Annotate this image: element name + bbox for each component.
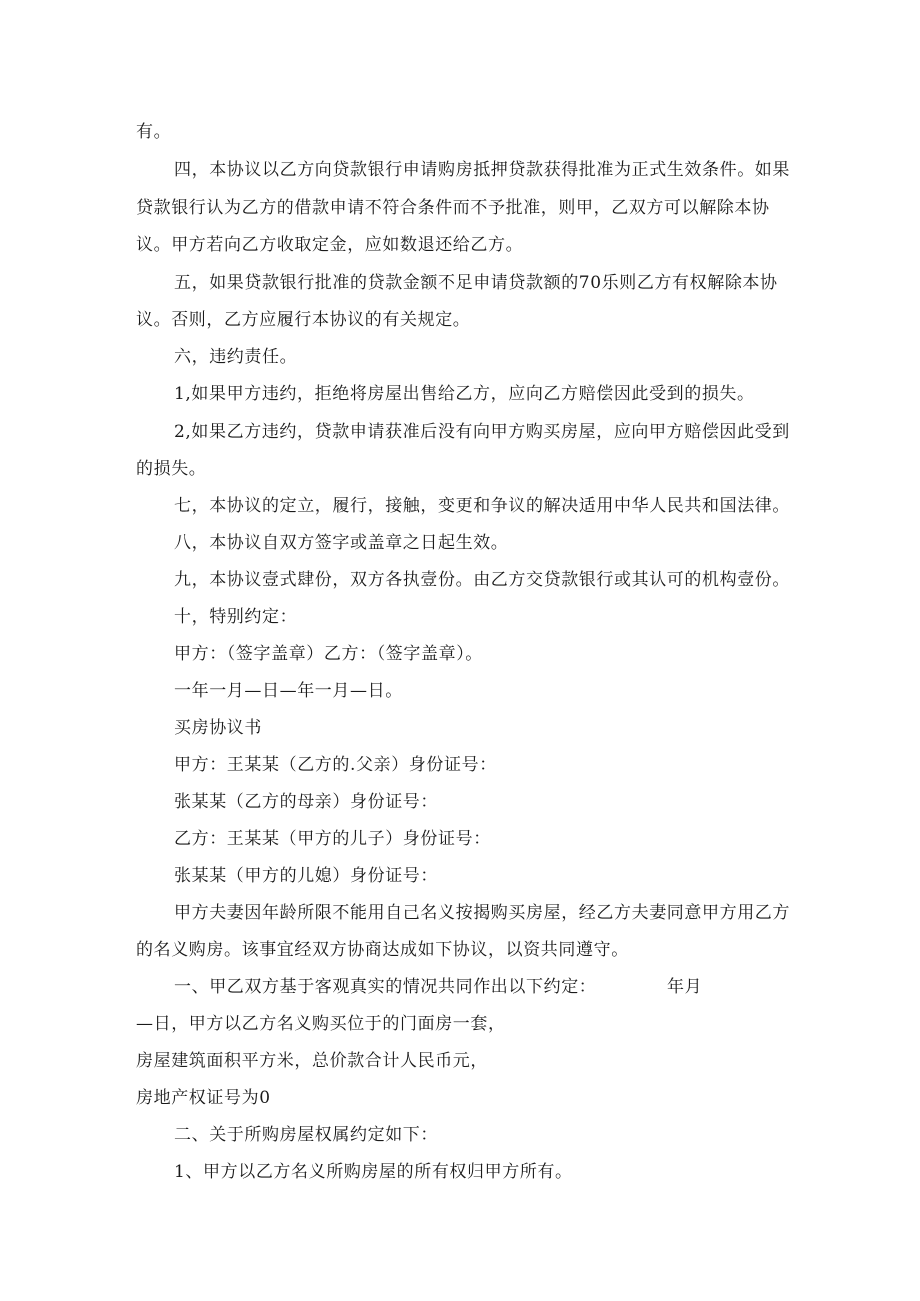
text-line: 议。否则，乙方应履行本协议的有关规定。 [136,310,471,330]
party-line: 乙方：王某某（甲方的儿子）身份证号： [174,829,491,849]
party-line: 张某某（乙方的母亲）身份证号： [174,792,438,812]
section-heading: 六，违约责任。 [174,347,298,367]
party-line: 甲方：王某某（乙方的.父亲）身份证号： [174,755,497,775]
text-line: 五，如果贷款银行批准的贷款金额不足申请贷款额的70乐则乙方有权解除本协 [174,273,778,293]
text-line: 贷款银行认为乙方的借款申请不符合条件而不予批准，则甲，乙双方可以解除本协 [136,198,770,218]
text-line: 七，本协议的定立，履行，接触，变更和争议的解决适用中华人民共和国法律。 [174,496,790,516]
text-line: 九，本协议壹式肆份，双方各执壹份。由乙方交贷款银行或其认可的机构壹份。 [174,570,790,590]
text-line: 一、甲乙双方基于客观真实的情况共同作出以下约定： [174,977,597,997]
text-line: 四，本协议以乙方向贷款银行申请购房抵押贷款获得批准为正式生效条件。如果 [174,160,790,180]
text-line: 的损失。 [136,459,207,479]
text-line: 1,如果甲方违约，拒绝将房屋出售给乙方，应向乙方赔偿因此受到的损失。 [174,384,755,404]
text-line: 房地产权证号为0 [136,1088,271,1108]
text-line: 十，特别约定： [174,607,298,627]
text-line: 八，本协议自双方签字或盖章之日起生效。 [174,533,509,553]
document-title: 买房协议书 [174,718,262,738]
text-line: 的名义购房。该事宜经双方协商达成如下协议，以资共同遵守。 [136,940,629,960]
date-line: 一年一月—日—年一月—日。 [174,681,403,701]
text-line: 1、甲方以乙方名义所购房屋的所有权归甲方所有。 [174,1162,573,1182]
text-line: —日，甲方以乙方名义购买位于的门面房一套， [136,1014,506,1034]
signature-line: 甲方：（签字盖章）乙方：（签字盖章）。 [174,644,483,664]
text-line: 房屋建筑面积平方米，总价款合计人民币元， [136,1051,488,1071]
text-line: 二、关于所购房屋权属约定如下： [174,1125,438,1145]
text-line: 2,如果乙方违约，贷款申请获准后没有向甲方购买房屋，应向甲方赔偿因此受到 [174,422,790,442]
text-line: 甲方夫妻因年龄所限不能用自己名义按揭购买房屋，经乙方夫妻同意甲方用乙方 [174,903,790,923]
text-line: 有。 [136,122,172,142]
text-line: 议。甲方若向乙方收取定金，应如数退还给乙方。 [136,235,524,255]
party-line: 张某某（甲方的儿媳）身份证号： [174,866,438,886]
year-month-blank: 年月 [667,977,703,997]
